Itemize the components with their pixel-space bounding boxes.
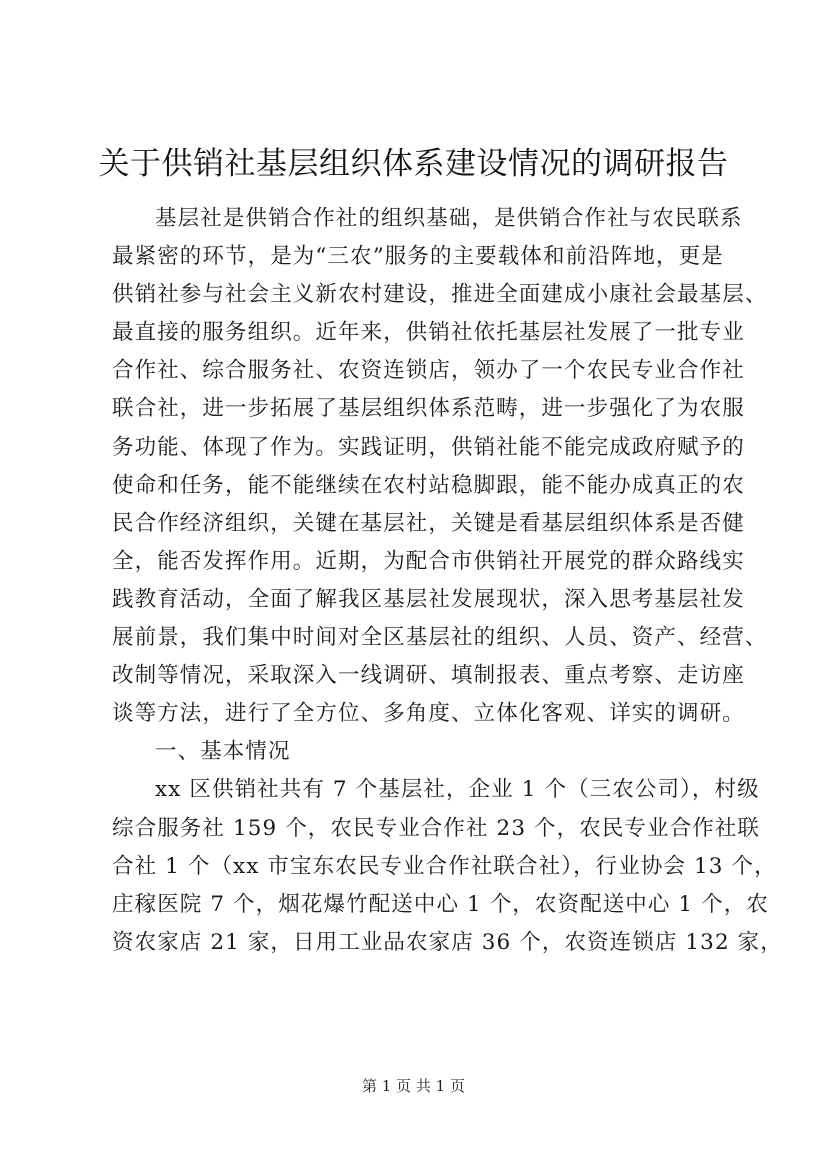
paragraph-line: 谈等方法，进行了全方位、多角度、立体化客观、详实的调研。 xyxy=(112,701,745,727)
paragraph-line: 践教育活动，全面了解我区基层社发展现状，深入思考基层社发 xyxy=(112,586,745,612)
paragraph-line: 务功能、体现了作为。实践证明，供销社能不能完成政府赋予的 xyxy=(112,434,745,460)
section-heading: 一、基本情况 xyxy=(155,739,291,765)
paragraph-line: 展前景，我们集中时间对全区基层社的组织、人员、资产、经营、 xyxy=(112,625,768,651)
paragraph-line: xx 区供销社共有 7 个基层社，企业 1 个（三农公司），村级 xyxy=(155,777,760,803)
paragraph-line: 资农家店 21 家，日用工业品农家店 36 个，农资连锁店 132 家， xyxy=(112,929,783,955)
paragraph-line: 使命和任务，能不能继续在农村站稳脚跟，能不能办成真正的农 xyxy=(112,472,745,498)
paragraph-line: 合作社、综合服务社、农资连锁店，领办了一个农民专业合作社 xyxy=(112,358,745,384)
paragraph-line: 综合服务社 159 个，农民专业合作社 23 个，农民专业合作社联 xyxy=(112,815,761,841)
paragraph-line: 最紧密的环节，是为“三农”服务的主要载体和前沿阵地，更是 xyxy=(112,244,724,270)
paragraph-line: 供销社参与社会主义新农村建设，推进全面建成小康社会最基层、 xyxy=(112,282,768,308)
paragraph-line: 全，能否发挥作用。近期，为配合市供销社开展党的群众路线实 xyxy=(112,548,745,574)
paragraph-line: 合社 1 个（xx 市宝东农民专业合作社联合社），行业协会 13 个， xyxy=(112,853,777,879)
paragraph-line: 民合作经济组织，关键在基层社，关键是看基层组织体系是否健 xyxy=(112,510,745,536)
paragraph-line: 最直接的服务组织。近年来，供销社依托基层社发展了一批专业 xyxy=(112,320,745,346)
paragraph-line: 改制等情况，采取深入一线调研、填制报表、重点考察、走访座 xyxy=(112,663,745,689)
paragraph-line: 联合社，进一步拓展了基层组织体系范畴，进一步强化了为农服 xyxy=(112,396,745,422)
paragraph-line: 庄稼医院 7 个，烟花爆竹配送中心 1 个，农资配送中心 1 个，农 xyxy=(112,891,769,917)
page-number-footer: 第 1 页 共 1 页 xyxy=(362,1077,465,1095)
document-body xyxy=(112,200,783,962)
paragraph-line: 基层社是供销合作社的组织基础，是供销合作社与农民联系 xyxy=(155,206,743,231)
document-title: 关于供销社基层组织体系建设情况的调研报告 xyxy=(98,146,729,182)
